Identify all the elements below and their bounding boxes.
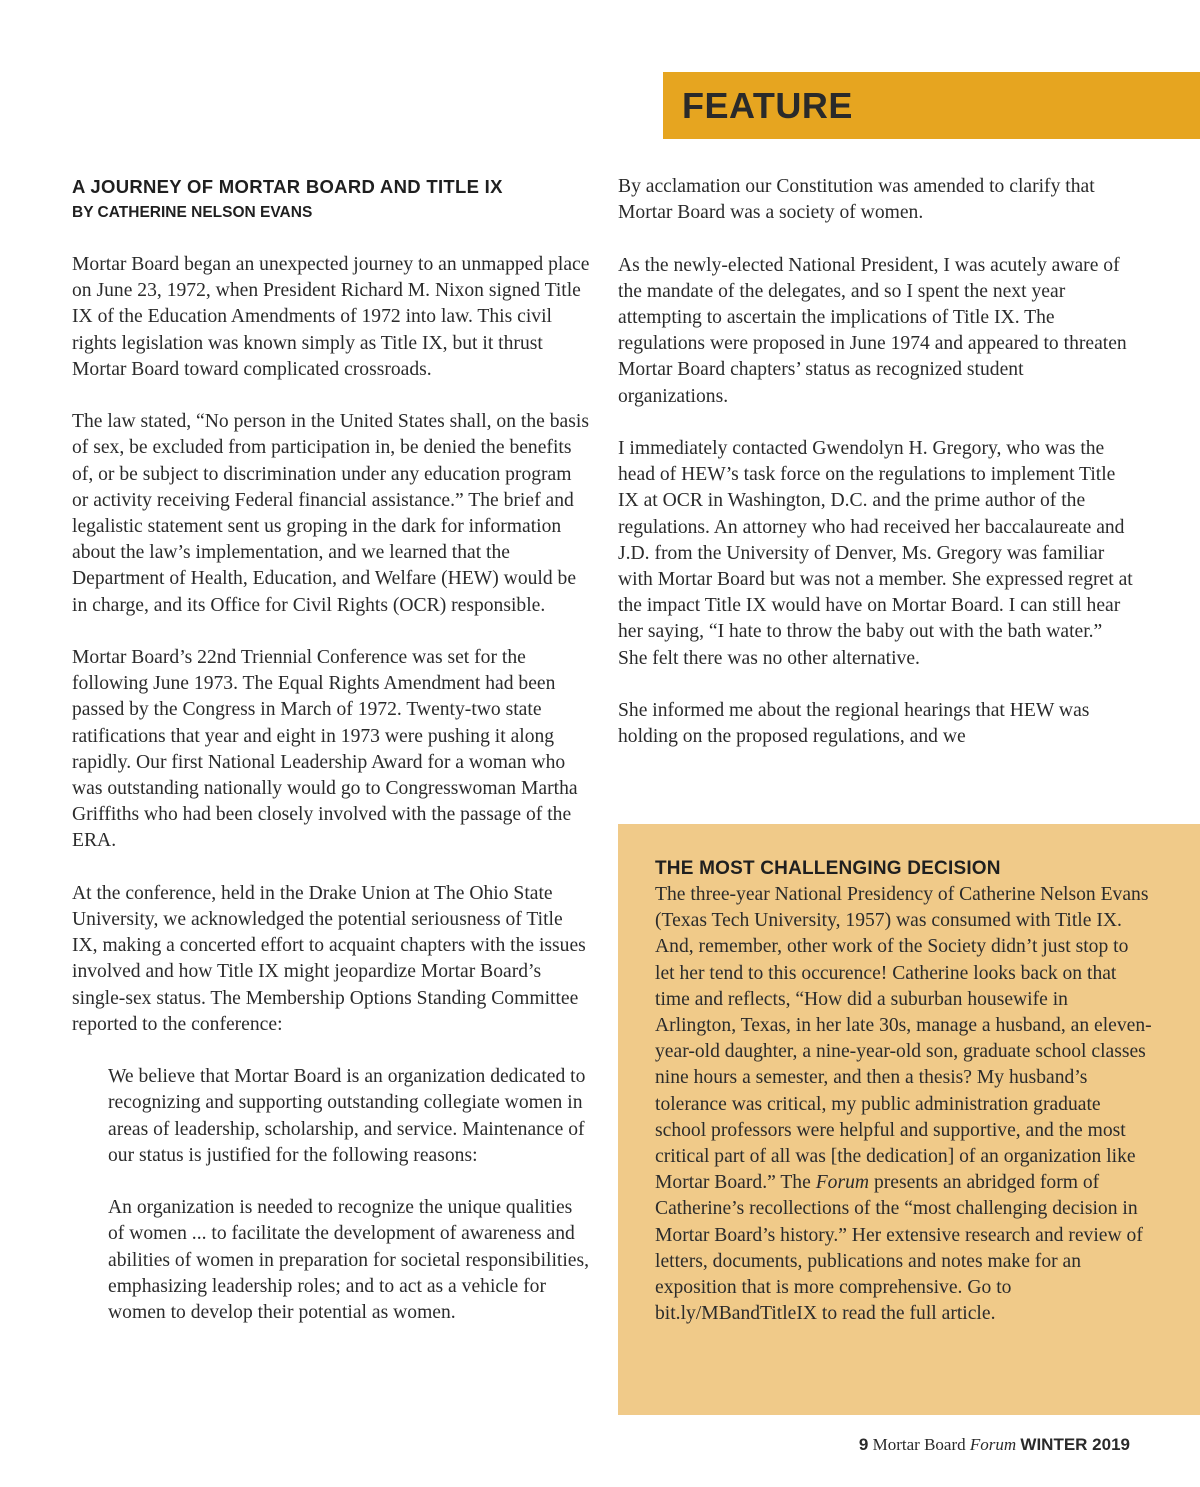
page-number: 9: [858, 1435, 869, 1454]
body-paragraph: The law stated, “No person in the United States shall, on the basis of sex, be excluded from participation in, be denied the benefits of, or be subject to discrimination under any education program or activity receiving Federal financial assistance.” The brief and legalistic statement sent us groping in the dark for information about the law’s implementation, and we learned that the Department of Health, Education, and Welfare (HEW) would be in charge, and its Office for Civil Rights (OCR) responsible.: [72, 411, 589, 616]
article-byline: BY CATHERINE NELSON EVANS: [72, 204, 313, 221]
sidebar-body: [655, 882, 1152, 1327]
body-paragraph: By acclamation our Constitution was amended to clarify that Mortar Board was a society of women.: [618, 176, 1095, 224]
quote-paragraph: An organization is needed to recognize the unique qualities of women ... to facilitate the development of awareness and abilities of women in preparation for societal responsibilities, emphasizing leadership roles; and to act as a vehicle for women to develop their potential as women.: [108, 1197, 590, 1324]
body-paragraph: She informed me about the regional hearings that HEW was holding on the proposed regulations, and we: [618, 700, 1090, 748]
body-paragraph: Mortar Board’s 22nd Triennial Conference was set for the following June 1973. The Equal Rights Amendment had been passed by the Congress in March of 1972. Twenty-two state ratifications that year and eight in 1973 were pushing it along rapidly. Our first National Leadership Award for a woman who was outstanding nationally would go to Congresswoman Martha Griffiths who had been closely involved with the passage of the ERA.: [72, 647, 578, 852]
right-column: [618, 174, 1133, 777]
sidebar-text: The three-year National Presidency of Catherine Nelson Evans (Texas Tech University, 1957) was consumed with Title IX. And, remember, other work of the Society didn’t just stop to let her tend to this occurence! Catherine looks back on that time and reflects, “How did a suburban housewife in Arlington, Texas, in her late 30s, manage a husband, an eleven-year-old daughter, a nine-year-old son, graduate school classes nine hours a semester, and then a thesis? My husband’s tolerance was critical, my public administration graduate school professors were helpful and supportive, and the most critical part of all was [the dedication] of an organization like Mortar Board.” The: [655, 884, 1152, 1194]
body-paragraph: As the newly-elected National President, I was acutely aware of the mandate of the delegates, and so I spent the next year attempting to ascertain the implications of Title IX. The regulations were proposed in June 1974 and appeared to threaten Mortar Board chapters’ status as recognized student organizations.: [618, 254, 1127, 407]
body-paragraph: Mortar Board began an unexpected journey to an unmapped place on June 23, 1972, when President Richard M. Nixon signed Title IX of the Education Amendments of 1972 into law. This civil rights legislation was known simply as Title IX, but it thrust Mortar Board toward complicated crossroads.: [72, 254, 590, 380]
sidebar-italic-text: Forum: [815, 1172, 870, 1194]
left-column: [72, 174, 592, 1352]
publication-name-italic: Forum: [969, 1435, 1017, 1454]
issue-label: WINTER 2019: [1020, 1435, 1130, 1454]
sidebar-text: presents an abridged form of Catherine’s recollections of the “most challenging decision in Mortar Board’s history.” Her extensive research and review of letters, documents, publications and notes make for an exposition that is more comprehensive. Go to bit.ly/MBandTitleIX to read the full article.: [655, 1172, 1143, 1325]
section-label: FEATURE: [682, 85, 853, 126]
section-banner: [663, 72, 1200, 139]
page-footer: [859, 1434, 1130, 1456]
publication-name: Mortar Board: [872, 1435, 966, 1454]
sidebar-title: THE MOST CHALLENGING DECISION: [655, 858, 1001, 879]
body-paragraph: At the conference, held in the Drake Union at The Ohio State University, we acknowledged the potential seriousness of Title IX, making a concerted effort to acquaint chapters with the issues involved and how Title IX might jeopardize Mortar Board’s single-sex status. The Membership Options Standing Committee reported to the conference:: [72, 882, 586, 1035]
block-quote: [108, 1064, 592, 1326]
article-title: A JOURNEY OF MORTAR BOARD AND TITLE IX: [72, 176, 503, 197]
quote-paragraph: We believe that Mortar Board is an organization dedicated to recognizing and supporting outstanding collegiate women in areas of leadership, scholarship, and service. Maintenance of our status is justified for the following reasons:: [108, 1066, 586, 1166]
sidebar-box: [618, 824, 1200, 1415]
body-paragraph: I immediately contacted Gwendolyn H. Gregory, who was the head of HEW’s task force on the regulations to implement Title IX at OCR in Washington, D.C. and the prime author of the regulations. An attorney who had received her baccalaureate and J.D. from the University of Denver, Ms. Gregory was familiar with Mortar Board but was not a member. She expressed regret at the impact Title IX would have on Mortar Board. I can still hear her saying, “I hate to throw the baby out with the bath water.” She felt there was no other alternative.: [618, 438, 1133, 669]
